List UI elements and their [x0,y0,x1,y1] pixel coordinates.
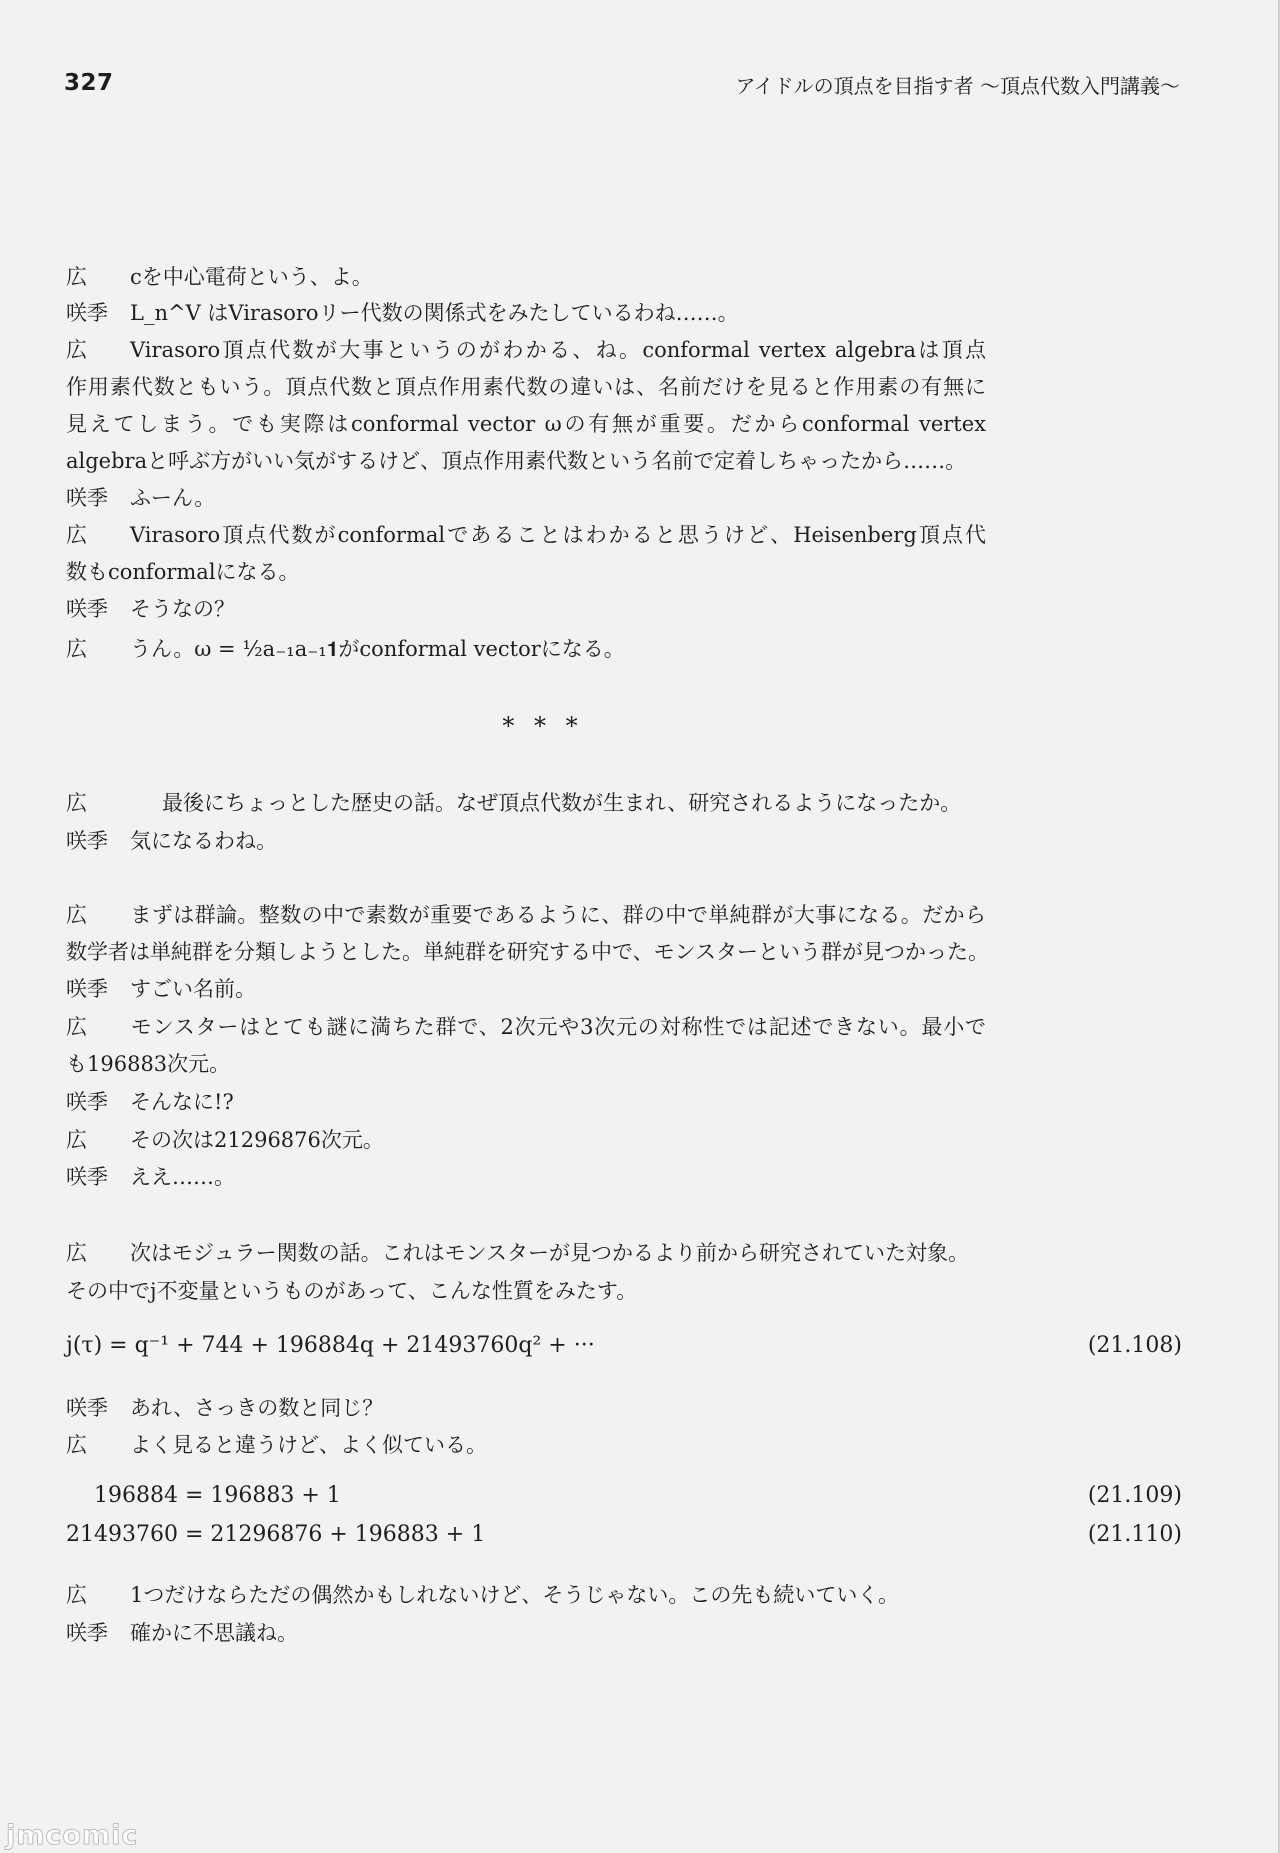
equation [66,1330,1182,1362]
dialogue-line [66,446,1196,476]
line-text: cを中心電荷という、よ。 [130,265,373,289]
dialogue-line [66,788,1196,818]
running-head: アイドルの頂点を目指す者 〜頂点代数入門講義〜 [735,74,1180,98]
dialogue-line [66,1125,1196,1155]
line-text: Virasoro頂点代数がconformalであることはわかると思うけど、Heisenberg頂点代 [130,523,986,547]
line-text: ええ……。 [130,1165,235,1189]
dialogue-line [66,1276,1196,1306]
line-text: 最後にちょっとした歴史の話。なぜ頂点代数が生まれ、研究されるようになったか。 [162,791,962,815]
dialogue-line [66,826,1196,856]
speaker: 広 [66,1583,87,1607]
line-text: L_n^V はVirasoroリー代数の関係式をみたしているわね……。 [130,301,739,325]
line-text: すごい名前。 [130,977,256,1001]
equation-body: 196884 = 196883 + 1 [94,1483,341,1508]
equation [66,1480,1182,1512]
dialogue-line [66,1087,1196,1117]
dialogue-line [66,1580,1196,1610]
equation-body: j(τ) = q⁻¹ + 744 + 196884q + 21493760q² + ··· [66,1333,595,1358]
dialogue-line [66,594,1196,624]
dialogue-line [66,974,1196,1004]
line-text: うん。ω = ½a₋₁a₋₁𝟏がconformal vectorになる。 [130,637,625,661]
line-text: そうなの？ [130,597,235,621]
speaker: 広 [66,903,87,927]
speaker: 咲季 [66,1396,108,1420]
line-text: 気になるわね。 [130,829,277,853]
line-text: 1つだけならただの偶然かもしれないけど、そうじゃない。この先も続いていく。 [130,1583,899,1607]
dialogue-line [66,1049,1196,1079]
dialogue-line [66,409,986,439]
line-text: 数もconformalになる。 [66,560,300,584]
dialogue-line [66,1393,1196,1423]
line-text: モンスターはとても謎に満ちた群で、2次元や3次元の対称性では記述できない。最小で [130,1015,986,1039]
line-text: Virasoro頂点代数が大事というのがわかる、ね。conformal vertex algebraは頂点 [130,338,986,362]
dialogue-line [66,372,986,402]
speaker: 咲季 [66,1090,108,1114]
speaker: 咲季 [66,301,108,325]
dialogue-line [66,298,1196,328]
line-text: 作用素代数ともいう。頂点代数と頂点作用素代数の違いは、名前だけを見ると作用素の有無に [66,375,986,399]
equation-number: (21.110) [1087,1522,1182,1547]
dialogue-line [66,1162,1196,1192]
equation [66,1519,1182,1551]
line-text: 確かに不思議ね。 [130,1621,298,1645]
speaker: 広 [66,1128,87,1152]
speaker: 咲季 [66,977,108,1001]
dialogue-line [66,937,1196,967]
page-number: 327 [64,70,114,96]
speaker: 広 [66,265,87,289]
line-text: あれ、さっきの数と同じ？ [130,1396,384,1420]
equation-number: (21.108) [1087,1333,1182,1358]
line-text: algebraと呼ぶ方がいい気がするけど、頂点作用素代数という名前で定着しちゃったから……。 [66,449,967,473]
dialogue-line [66,557,1196,587]
line-text: も196883次元。 [66,1052,231,1076]
line-text: まずは群論。整数の中で素数が重要であるように、群の中で単純群が大事になる。だから [130,903,986,927]
dialogue-line [66,1618,1196,1648]
line-text: 数学者は単純群を分類しようとした。単純群を研究する中で、モンスターという群が見つかった。 [66,940,989,964]
dialogue-line [66,1238,1196,1268]
dialogue-line [66,1012,986,1042]
speaker: 咲季 [66,1621,108,1645]
speaker: 広 [66,791,87,815]
equation-body: 21493760 = 21296876 + 196883 + 1 [66,1522,486,1547]
section-separator: * * * [502,712,584,740]
line-text: 見えてしまう。でも実際はconformal vector ωの有無が重要。だからconformal vertex [66,412,986,436]
line-text: そんなに!? [130,1090,234,1114]
line-text: よく見ると違うけど、よく似ている。 [130,1433,487,1457]
dialogue-line [66,335,986,365]
line-text: その中でj不変量というものがあって、こんな性質をみたす。 [66,1279,638,1303]
speaker: 咲季 [66,829,108,853]
dialogue-line [66,900,986,930]
speaker: 広 [66,523,87,547]
speaker: 広 [66,1433,87,1457]
line-text: 次はモジュラー関数の話。これはモンスターが見つかるより前から研究されていた対象。 [130,1241,969,1265]
dialogue-line [66,1430,1196,1460]
speaker: 咲季 [66,1165,108,1189]
equation-number: (21.109) [1087,1483,1182,1508]
speaker: 広 [66,1015,87,1039]
speaker: 広 [66,338,87,362]
line-text: ふーん。 [130,486,216,510]
speaker: 広 [66,637,87,661]
line-text: その次は21296876次元。 [130,1128,384,1152]
dialogue-line [66,483,1196,513]
dialogue-line [66,262,1196,292]
speaker: 咲季 [66,597,108,621]
dialogue-line [66,520,986,550]
dialogue-line [66,634,1196,664]
speaker: 広 [66,1241,87,1265]
speaker: 咲季 [66,486,108,510]
watermark: jmcomic [6,1820,139,1851]
